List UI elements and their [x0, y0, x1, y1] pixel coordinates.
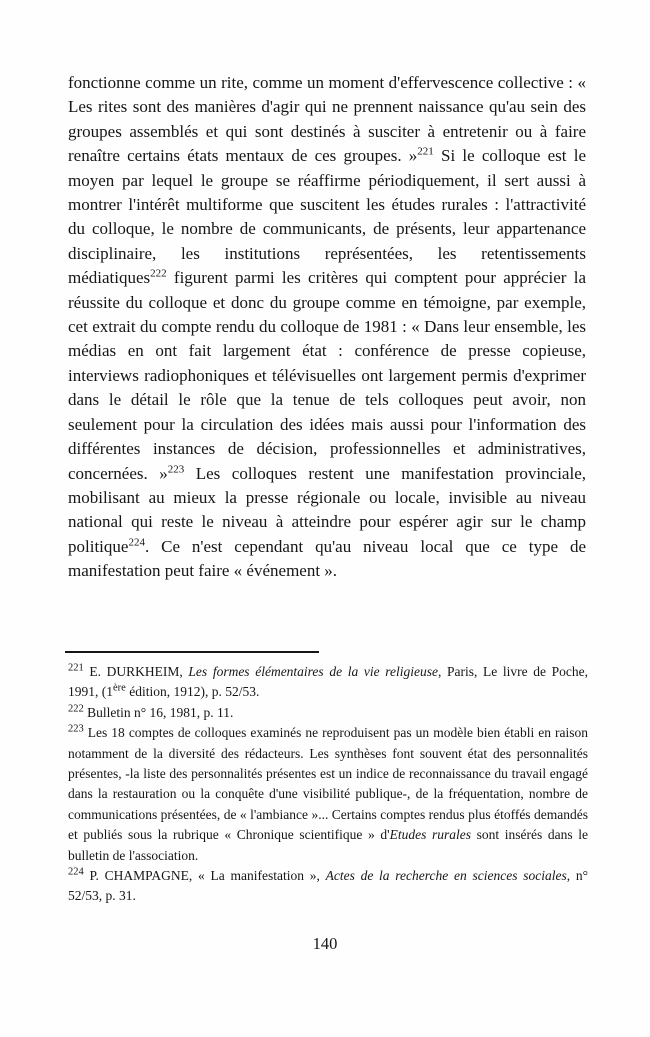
text-run: Si le colloque est le moyen par lequel le groupe se réaffirme périodiquement, il sert aussi à montrer l'intérêt multiforme que suscitent les études rurales : l'attractivité du colloque, le nombre de communicants, de présents, leur appartenance disciplinaire, les institutions représentées, les retentissements médiatiques [68, 146, 587, 288]
footnote-224 [68, 866, 588, 907]
text-run: Les colloques restent une manifestation provinciale, mobilisant au mieux la presse régionale ou locale, invisible au niveau national qui reste le niveau à atteindre pour espérer agir sur le champ politique [68, 463, 586, 556]
text-run: , Paris, Le livre de Poche, 1991, (1 [68, 664, 588, 700]
text-run: Bulletin n° 16, 1981, p. 11. [83, 704, 234, 720]
footnote-separator [65, 651, 319, 653]
text-run: édition, 1912), p. 52/53. [125, 684, 260, 700]
footnote-number-221: 221 [68, 662, 84, 674]
footnote-number-224: 224 [68, 866, 84, 878]
footnote-number-222: 222 [68, 703, 84, 715]
text-run: Les formes élémentaires de la vie religieuse [188, 664, 438, 679]
footnote-ref-221: 221 [417, 145, 434, 158]
text-run: Etudes rurales [389, 827, 471, 843]
text-run: P. CHAMPAGNE, « La manifestation », [83, 868, 326, 884]
footnote-221 [68, 662, 588, 703]
text-run: Actes de la recherche en sciences sociales [325, 868, 567, 884]
footnote-223 [68, 723, 588, 866]
footnote-ref-223: 223 [167, 462, 185, 475]
text-run: figurent parmi les critères qui comptent pour apprécier la réussite du colloque et donc du groupe comme en témoigne, par exemple, cet extrait du compte rendu du colloque de 1981 : « Dans leur ensemble, les médias en ont fait largement état : conférence de presse copieuse, interviews radiophoniques et télévisuelles ont largement permis d'exprimer dans le détail le rôle que la tenue de tels colloques peut avoir, non seulement pour la circulation des idées mais aussi pour l'information des différentes instances de décision, professionnelles et administratives, concernées. » [68, 268, 586, 483]
text-run: , n° 52/53, p. 31. [68, 868, 589, 904]
ordinal-superscript: ère [113, 682, 126, 694]
text-run: sont insérés dans le bulletin de l'association. [68, 827, 589, 863]
text-run: . Ce n'est cependant qu'au niveau local que ce type de manifestation peut faire « événement ». [68, 536, 586, 581]
page-number: 140 [312, 934, 338, 953]
text-run: E. DURKHEIM, [83, 664, 189, 679]
footnote-number-223: 223 [68, 723, 84, 735]
footnote-ref-224: 224 [128, 536, 145, 549]
main-paragraph [68, 71, 586, 584]
text-run: Les 18 comptes de colloques examinés ne reproduisent pas un modèle bien établi en raison notamment de la diversité des rédacteurs. Les synthèses font souvent état des personnalités présentes, -la liste des personnalités présentes est un indice de reconnaissance du travail engagé dans la restauration ou la conquête d'une visibilité publique-, de la fréquentation, nombre de communications présentées, de « l'ambiance »... Certains comptes rendus plus étoffés demandés et publiés sous la rubrique « Chronique scientifique » d' [68, 725, 588, 843]
footnote-ref-222: 222 [150, 267, 167, 280]
footnote-222 [68, 703, 588, 723]
footnotes-section [68, 662, 588, 907]
text-run: fonctionne comme un rite, comme un moment d'effervescence collective : « Les rites sont des manières d'agir qui ne prennent naissance qu'au sein des groupes assemblés et qui sont destinés à susciter à entretenir ou à faire renaître certains états mentaux de ces groupes. » [68, 73, 586, 166]
